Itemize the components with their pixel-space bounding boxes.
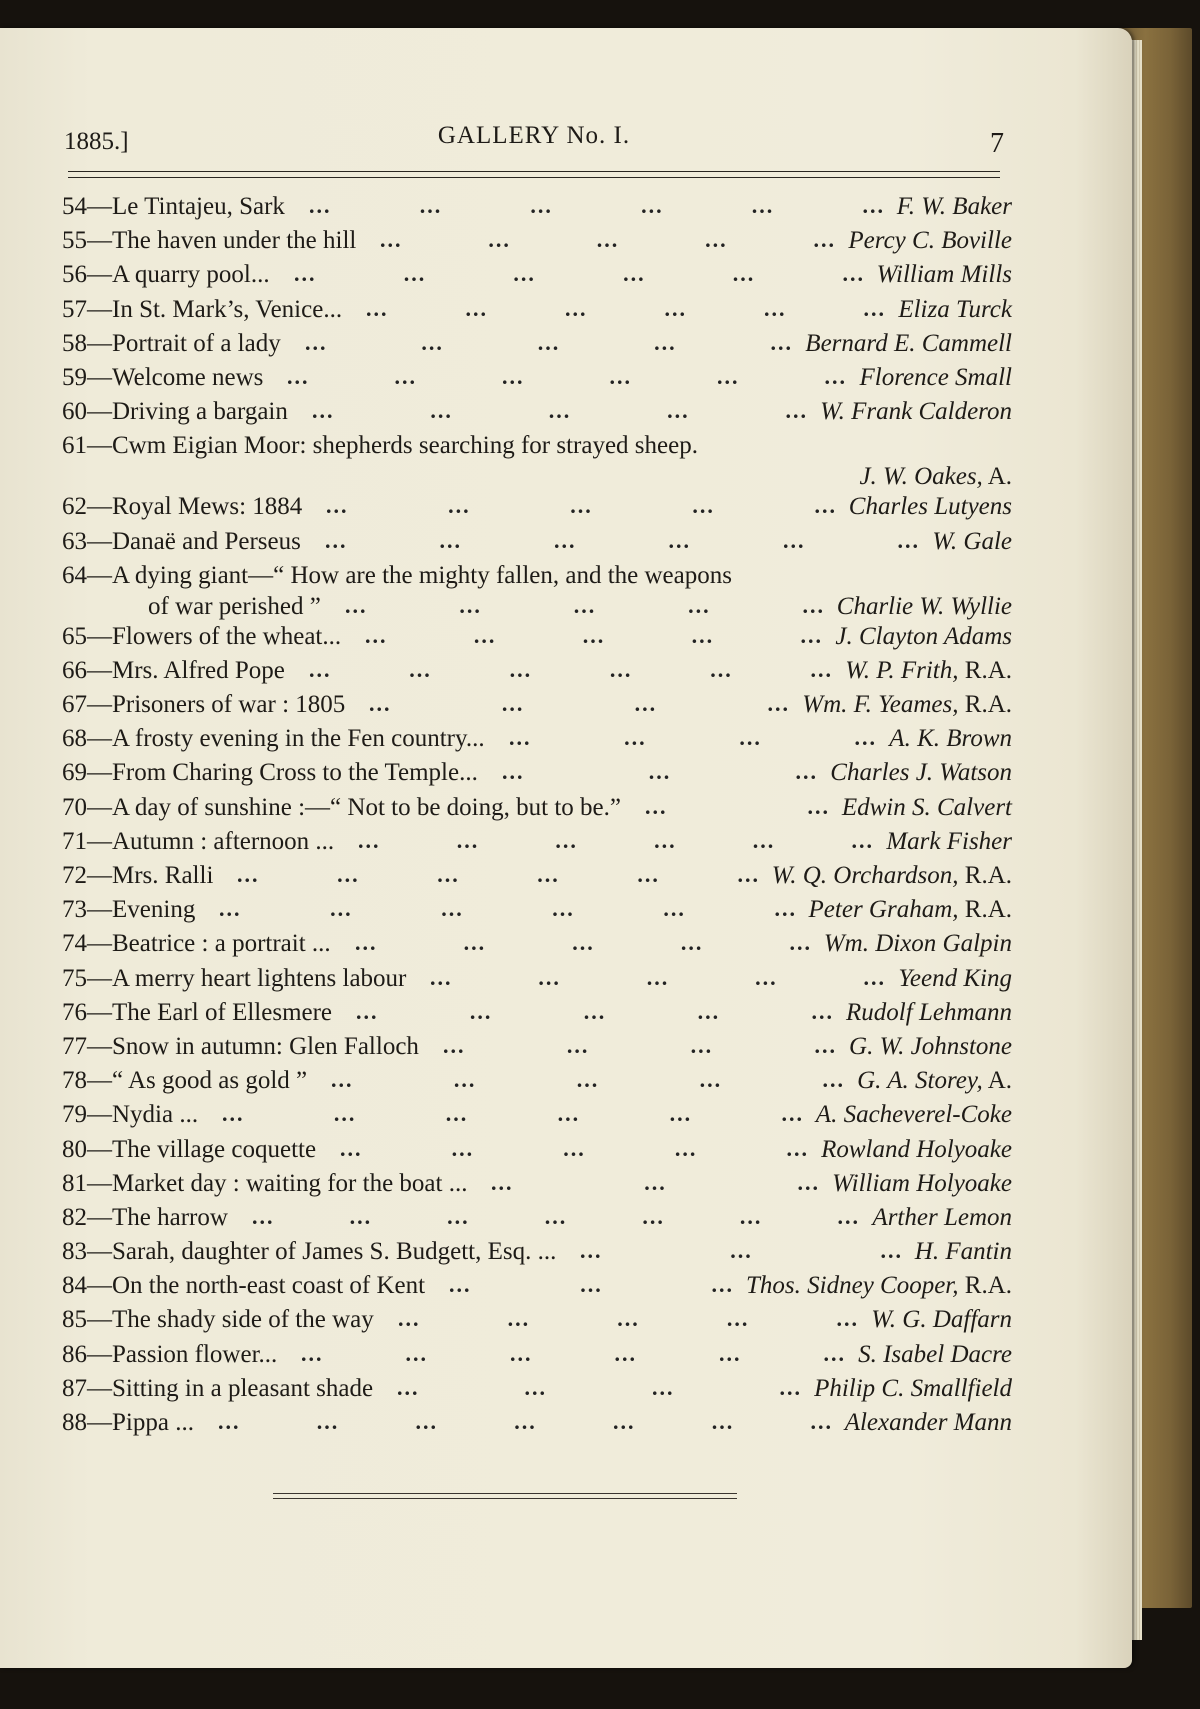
- artist-name: G. W. Johnstone: [849, 1032, 1012, 1060]
- entry-title-text: Autumn : afternoon ...: [112, 827, 335, 855]
- entry-title-text: Sarah, daughter of James S. Budgett, Esq. ...: [112, 1238, 557, 1266]
- header-rule: [68, 171, 1000, 178]
- entry-number: 79: [62, 1101, 87, 1129]
- entry-number: 64: [62, 561, 87, 589]
- artist-name: G. A. Storey,: [857, 1067, 983, 1095]
- entry-title: [62, 1204, 228, 1232]
- catalogue-entry: [62, 965, 1012, 999]
- leader-dots: ... ...: [645, 793, 830, 819]
- entry-number: 80: [62, 1135, 87, 1163]
- entry-artist: [932, 528, 1012, 556]
- entry-artist: [889, 725, 1012, 753]
- entry-artist: [898, 296, 1012, 324]
- entry-title-text: Portrait of a lady: [112, 329, 281, 357]
- entry-dash: —: [87, 1272, 112, 1300]
- leader-dots: ... ... ... ... ...: [398, 1306, 859, 1332]
- entry-artist: [821, 1136, 1012, 1164]
- artist-name: William Mills: [876, 261, 1012, 289]
- entry-number: 82: [62, 1203, 87, 1231]
- entry-number: 84: [62, 1272, 87, 1300]
- entry-dash: —: [87, 1409, 112, 1436]
- artist-honour: R.A.: [964, 691, 1012, 719]
- entry-artist: [859, 364, 1012, 392]
- entry-dash: —: [87, 193, 112, 220]
- artist-honour: R.A.: [964, 1272, 1012, 1300]
- leader-dots: ... ... ... ... ... ...: [366, 295, 886, 321]
- leader-dots: ... ... ... ... ...: [365, 622, 823, 648]
- leader-dots: ... ... ...: [580, 1238, 903, 1264]
- artist-name: Arther Lemon: [872, 1203, 1012, 1231]
- entry-title: [62, 1272, 425, 1300]
- leader-dots: ... ... ... ... ... ...: [294, 261, 865, 287]
- entry-artist: [845, 1409, 1012, 1437]
- entry-title-text: A quarry pool...: [112, 261, 270, 289]
- entry-dash: —: [87, 930, 112, 958]
- entry-number: 85: [62, 1306, 87, 1334]
- entry-title-text: Flowers of the wheat...: [112, 622, 342, 650]
- artist-name: Wm. Dixon Galpin: [823, 930, 1012, 958]
- page-number: 7: [990, 128, 1004, 159]
- artist-name: Thos. Sidney Cooper,: [746, 1272, 959, 1300]
- entry-dash: —: [87, 261, 112, 289]
- artist-name: Charles Lutyens: [848, 493, 1012, 521]
- leader-dots: ... ... ... ...: [509, 725, 877, 751]
- entry-artist: [872, 1204, 1012, 1232]
- entry-title: [62, 1238, 556, 1266]
- artist-name: Peter Graham,: [808, 896, 959, 924]
- entry-dash: —: [87, 363, 112, 391]
- artist-honour: A.: [987, 463, 1012, 491]
- leader-dots: ... ... ... ... ... ...: [301, 1340, 846, 1366]
- entry-title: [62, 227, 356, 255]
- entry-artist: [835, 623, 1012, 651]
- entry-artist: [837, 593, 1012, 621]
- entry-title: [62, 1067, 307, 1095]
- entry-number: 70: [62, 793, 87, 821]
- leader-dots: ... ... ... ... ... ...: [358, 827, 874, 853]
- entry-title-text: In St. Mark’s, Venice...: [112, 295, 343, 323]
- entry-dash: —: [87, 227, 112, 255]
- entry-artist: [849, 493, 1012, 521]
- leader-dots: ... ... ... ... ...: [340, 1135, 809, 1161]
- entry-dash: —: [87, 1306, 112, 1334]
- entry-artist: [832, 1170, 1012, 1198]
- footer-rule: [273, 1493, 737, 1499]
- leader-dots: ... ... ... ...: [443, 1032, 837, 1058]
- catalogue-entry: [62, 1067, 1012, 1101]
- entry-title-text: Snow in autumn: Glen Falloch: [112, 1032, 419, 1060]
- entry-title: [62, 296, 342, 324]
- entry-number: 71: [62, 827, 87, 855]
- entry-title-text: From Charing Cross to the Temple...: [112, 759, 478, 787]
- entry-dash: —: [87, 527, 112, 555]
- artist-name: J. W. Oakes,: [859, 463, 983, 491]
- leader-dots: ... ... ... ... ...: [355, 930, 812, 956]
- entry-list: [62, 193, 1012, 1443]
- artist-name: William Holyoake: [832, 1169, 1012, 1197]
- entry-dash: —: [87, 622, 112, 650]
- leader-dots: ... ... ... ... ... ...: [219, 896, 797, 922]
- leader-dots: ... ... ... ... ... ...: [325, 527, 920, 553]
- entry-title: [62, 725, 485, 753]
- entry-title: [62, 930, 331, 958]
- catalogue-entry: [62, 1375, 1012, 1409]
- entry-number: 86: [62, 1340, 87, 1368]
- entry-artist: [858, 1341, 1012, 1369]
- entry-title-text: “ As good as gold ”: [112, 1067, 308, 1095]
- artist-name: Alexander Mann: [844, 1409, 1012, 1436]
- catalogue-entry: [62, 1238, 1012, 1272]
- entry-dash: —: [87, 725, 112, 753]
- entry-title-text: A merry heart lightens labour: [112, 964, 407, 992]
- entry-number: 60: [62, 398, 87, 426]
- artist-name: W. Q. Orchardson,: [771, 862, 959, 889]
- entry-artist: [824, 930, 1012, 958]
- entry-title-text: The harrow: [112, 1203, 228, 1231]
- leader-dots: ... ... ...: [449, 1272, 734, 1298]
- catalogue-entry: [62, 364, 1012, 398]
- header-year: 1885.]: [64, 128, 129, 155]
- artist-name: F. W. Baker: [896, 193, 1012, 220]
- entry-title-text: Cwm Eigian Moor: shepherds searching for strayed sheep.: [112, 432, 698, 460]
- entry-title: [62, 432, 698, 460]
- catalogue-entry: [62, 930, 1012, 964]
- entry-number: 65: [62, 622, 87, 650]
- leader-dots: ... ... ... ... ...: [356, 998, 834, 1024]
- entry-title: [62, 828, 334, 856]
- entry-artist: [746, 1272, 1012, 1300]
- entry-title-text: Welcome news: [112, 363, 264, 391]
- entry-dash: —: [87, 295, 112, 323]
- entry-title: [62, 965, 406, 993]
- catalogue-entry: [62, 862, 1012, 896]
- entry-artist: [848, 227, 1012, 255]
- entry-title: [62, 794, 621, 822]
- entry-title-text: The village coquette: [112, 1135, 317, 1163]
- entry-number: 59: [62, 363, 87, 391]
- entry-title: [62, 1306, 374, 1334]
- entry-artist: [802, 691, 1012, 719]
- catalogue-entry: [62, 1272, 1012, 1306]
- entry-dash: —: [87, 964, 112, 992]
- entry-title-text: Royal Mews: 1884: [112, 493, 303, 521]
- artist-name: Percy C. Boville: [848, 227, 1012, 255]
- entry-artist: [805, 330, 1012, 358]
- catalogue-entry: [62, 1204, 1012, 1238]
- entry-title-text: Market day : waiting for the boat ...: [112, 1169, 468, 1197]
- catalogue-entry: [62, 623, 1012, 657]
- catalogue-entry: [62, 794, 1012, 828]
- catalogue-entry: [62, 562, 1012, 623]
- entry-number: 56: [62, 261, 87, 289]
- entry-number: 66: [62, 656, 87, 684]
- entry-title: [62, 193, 285, 221]
- leader-dots: ... ... ... ... ...: [380, 227, 836, 253]
- entry-title-text: The shady side of the way: [112, 1306, 374, 1334]
- entry-dash: —: [87, 1374, 112, 1402]
- catalogue-entry: [62, 999, 1012, 1033]
- entry-artist: [846, 999, 1012, 1027]
- entry-dash: —: [87, 759, 112, 787]
- catalogue-entry: [62, 528, 1012, 562]
- catalogue-entry: [62, 296, 1012, 330]
- entry-number: 73: [62, 896, 87, 924]
- leader-dots: ... ... ... ... ... ...: [309, 193, 885, 218]
- catalogue-entry: [62, 398, 1012, 432]
- leader-dots: ... ... ... ... ... ... ...: [252, 1203, 860, 1229]
- entry-title: [62, 1375, 373, 1403]
- catalogue-entry: [62, 1136, 1012, 1170]
- entry-title-text: Danaë and Perseus: [112, 527, 301, 555]
- artist-honour: A.: [987, 1067, 1012, 1095]
- entry-title: [62, 528, 301, 556]
- entry-artist: [814, 1375, 1012, 1403]
- entry-title-text: Beatrice : a portrait ...: [112, 930, 331, 958]
- leader-dots: ... ... ... ... ...: [345, 592, 825, 618]
- artist-name: Wm. F. Yeames,: [802, 691, 959, 719]
- entry-dash: —: [87, 493, 112, 521]
- entry-title: [62, 493, 302, 521]
- artist-name: A. K. Brown: [889, 725, 1012, 753]
- catalogue-entry: [62, 657, 1012, 691]
- artist-name: W. G. Daffarn: [871, 1306, 1012, 1334]
- catalogue-entry: [62, 1170, 1012, 1204]
- artist-name: Eliza Turck: [898, 295, 1012, 323]
- entry-title: [62, 759, 478, 787]
- catalogue-entry: [62, 1409, 1012, 1443]
- leader-dots: ... ... ...: [491, 1169, 820, 1195]
- entry-dash: —: [87, 827, 112, 855]
- entry-title: [62, 623, 341, 651]
- catalogue-entry: [62, 432, 1012, 493]
- entry-title: [62, 1101, 198, 1129]
- entry-title-text: Le Tintajeu, Sark: [112, 193, 285, 220]
- entry-title: [62, 691, 345, 719]
- leader-dots: ... ... ... ... ... ...: [309, 656, 833, 682]
- entry-title-text: Prisoners of war : 1805: [112, 691, 346, 719]
- entry-artist: [897, 193, 1012, 221]
- entry-title: [62, 398, 288, 426]
- entry-title-text: The Earl of Ellesmere: [112, 998, 333, 1026]
- leader-dots: ... ... ... ... ...: [430, 964, 886, 990]
- artist-name: A. Sacheverel-Coke: [815, 1101, 1012, 1129]
- entry-artist: [830, 759, 1012, 787]
- entry-dash: —: [87, 1203, 112, 1231]
- entry-title-text: A dying giant—“ How are the mighty fallen, and the weapons: [112, 561, 732, 589]
- artist-name: Rowland Holyoake: [821, 1135, 1012, 1163]
- entry-number: 72: [62, 862, 87, 889]
- entry-title-text: Mrs. Ralli: [112, 862, 214, 889]
- entry-artist: [849, 1033, 1012, 1061]
- artist-name: W. Gale: [932, 527, 1012, 555]
- artist-name: Charles J. Watson: [830, 759, 1012, 787]
- entry-number: 87: [62, 1374, 87, 1402]
- entry-title: [62, 896, 195, 924]
- entry-title: [62, 364, 263, 392]
- entry-title: [62, 1341, 277, 1369]
- catalogue-entry: [62, 193, 1012, 227]
- entry-artist: [898, 965, 1012, 993]
- catalogue-entry: [62, 896, 1012, 930]
- entry-dash: —: [87, 1032, 112, 1060]
- artist-name: Yeend King: [898, 964, 1012, 992]
- artist-name: W. Frank Calderon: [820, 398, 1012, 426]
- entry-dash: —: [87, 398, 112, 426]
- entry-title-text: A day of sunshine :—“ Not to be doing, but to be.”: [112, 793, 621, 821]
- artist-name: S. Isabel Dacre: [858, 1340, 1012, 1368]
- catalogue-entry: [62, 330, 1012, 364]
- entry-number: 75: [62, 964, 87, 992]
- leader-dots: ... ... ... ...: [369, 691, 790, 717]
- catalogue-page: [0, 28, 1132, 1668]
- entry-dash: —: [87, 896, 112, 924]
- entry-number: 76: [62, 998, 87, 1026]
- entry-title: [62, 330, 281, 358]
- entry-artist: [820, 398, 1012, 426]
- artist-name: J. Clayton Adams: [835, 622, 1012, 650]
- entry-title-text: Sitting in a pleasant shade: [112, 1374, 374, 1402]
- entry-dash: —: [87, 1238, 112, 1266]
- entry-artist: [877, 261, 1012, 289]
- entry-number: 61: [62, 432, 87, 460]
- entry-number: 62: [62, 493, 87, 521]
- entry-dash: —: [87, 1169, 112, 1197]
- leader-dots: ... ... ... ... ...: [331, 1067, 845, 1093]
- entry-title: [62, 999, 332, 1027]
- entry-number: 78: [62, 1067, 87, 1095]
- entry-artist: [859, 463, 1012, 491]
- entry-artist: [857, 1067, 1012, 1095]
- leader-dots: ... ... ... ... ...: [326, 493, 837, 519]
- entry-title: [62, 261, 270, 289]
- catalogue-entry: [62, 1033, 1012, 1067]
- leader-dots: ... ... ... ... ...: [305, 329, 793, 355]
- catalogue-entry: [62, 1306, 1012, 1340]
- entry-title: [62, 1170, 467, 1198]
- entry-artist: [915, 1238, 1012, 1266]
- entry-title: [62, 862, 213, 890]
- catalogue-entry: [62, 261, 1012, 295]
- artist-name: W. P. Frith,: [845, 656, 959, 684]
- entry-dash: —: [87, 432, 112, 460]
- leader-dots: ... ... ... ... ... ...: [287, 363, 847, 389]
- artist-honour: R.A.: [964, 862, 1012, 889]
- running-head: [64, 106, 1004, 159]
- catalogue-entry: [62, 493, 1012, 527]
- entry-title: [62, 562, 732, 590]
- entry-title-text: Driving a bargain: [112, 398, 288, 426]
- artist-honour: R.A.: [964, 896, 1012, 924]
- entry-artist: [886, 828, 1012, 856]
- entry-dash: —: [87, 1135, 112, 1163]
- header-title: GALLERY No. I.: [437, 122, 631, 149]
- leader-dots: ... ... ... ... ... ...: [222, 1101, 804, 1127]
- entry-number: 83: [62, 1238, 87, 1266]
- entry-artist: [816, 1101, 1012, 1129]
- catalogue-entry: [62, 227, 1012, 261]
- entry-dash: —: [87, 1340, 112, 1368]
- leader-dots: ... ... ... ... ...: [312, 398, 808, 424]
- artist-name: Rudolf Lehmann: [846, 998, 1012, 1026]
- entry-number: 58: [62, 329, 87, 357]
- entry-dash: —: [87, 561, 112, 589]
- leader-dots: ... ... ...: [502, 759, 818, 785]
- artist-name: Charlie W. Wyllie: [836, 592, 1012, 620]
- artist-name: Edwin S. Calvert: [841, 793, 1012, 821]
- entry-dash: —: [87, 862, 112, 889]
- entry-title: [62, 657, 285, 685]
- catalogue-entry: [62, 828, 1012, 862]
- entry-dash: —: [87, 329, 112, 357]
- entry-number: 63: [62, 527, 87, 555]
- leader-dots: ... ... ... ... ... ... ...: [218, 1409, 833, 1434]
- entry-dash: —: [87, 793, 112, 821]
- entry-title-text: Nydia ...: [112, 1101, 199, 1129]
- entry-artist: [842, 794, 1012, 822]
- entry-number: 55: [62, 227, 87, 255]
- artist-name: H. Fantin: [914, 1238, 1012, 1266]
- catalogue-entry: [62, 691, 1012, 725]
- entry-title: [62, 1136, 316, 1164]
- artist-name: Mark Fisher: [886, 827, 1012, 855]
- catalogue-entry: [62, 725, 1012, 759]
- entry-title-text: Passion flower...: [112, 1340, 278, 1368]
- entry-number: 74: [62, 930, 87, 958]
- artist-name: Philip C. Smallfield: [814, 1374, 1012, 1402]
- entry-title-text: On the north-east coast of Kent: [112, 1272, 426, 1300]
- entry-number: 68: [62, 725, 87, 753]
- entry-artist: [809, 896, 1012, 924]
- entry-dash: —: [87, 998, 112, 1026]
- catalogue-entry: [62, 759, 1012, 793]
- entry-title-text: The haven under the hill: [112, 227, 357, 255]
- entry-artist: [871, 1306, 1012, 1334]
- entry-dash: —: [87, 1101, 112, 1129]
- artist-name: Bernard E. Cammell: [805, 329, 1012, 357]
- entry-title-text: Pippa ...: [112, 1409, 194, 1436]
- entry-dash: —: [87, 1067, 112, 1095]
- leader-dots: ... ... ... ... ... ...: [237, 862, 760, 887]
- entry-title: [62, 1033, 419, 1061]
- entry-title-continued: of war perished ”: [148, 592, 321, 620]
- entry-number: 81: [62, 1169, 87, 1197]
- entry-number: 88: [62, 1409, 87, 1436]
- artist-honour: R.A.: [964, 656, 1012, 684]
- entry-dash: —: [87, 691, 112, 719]
- entry-title-text: A frosty evening in the Fen country...: [112, 725, 485, 753]
- catalogue-entry: [62, 1341, 1012, 1375]
- entry-title-text: Mrs. Alfred Pope: [112, 656, 285, 684]
- entry-number: 77: [62, 1032, 87, 1060]
- entry-number: 67: [62, 691, 87, 719]
- entry-dash: —: [87, 656, 112, 684]
- entry-title-text: Evening: [112, 896, 196, 924]
- entry-artist: [772, 862, 1012, 890]
- entry-number: 57: [62, 295, 87, 323]
- entry-artist: [845, 657, 1012, 685]
- entry-number: 69: [62, 759, 87, 787]
- catalogue-entry: [62, 1101, 1012, 1135]
- entry-number: 54: [62, 193, 87, 220]
- artist-name: Florence Small: [859, 363, 1012, 391]
- entry-title: [62, 1409, 194, 1437]
- leader-dots: ... ... ... ...: [397, 1374, 802, 1400]
